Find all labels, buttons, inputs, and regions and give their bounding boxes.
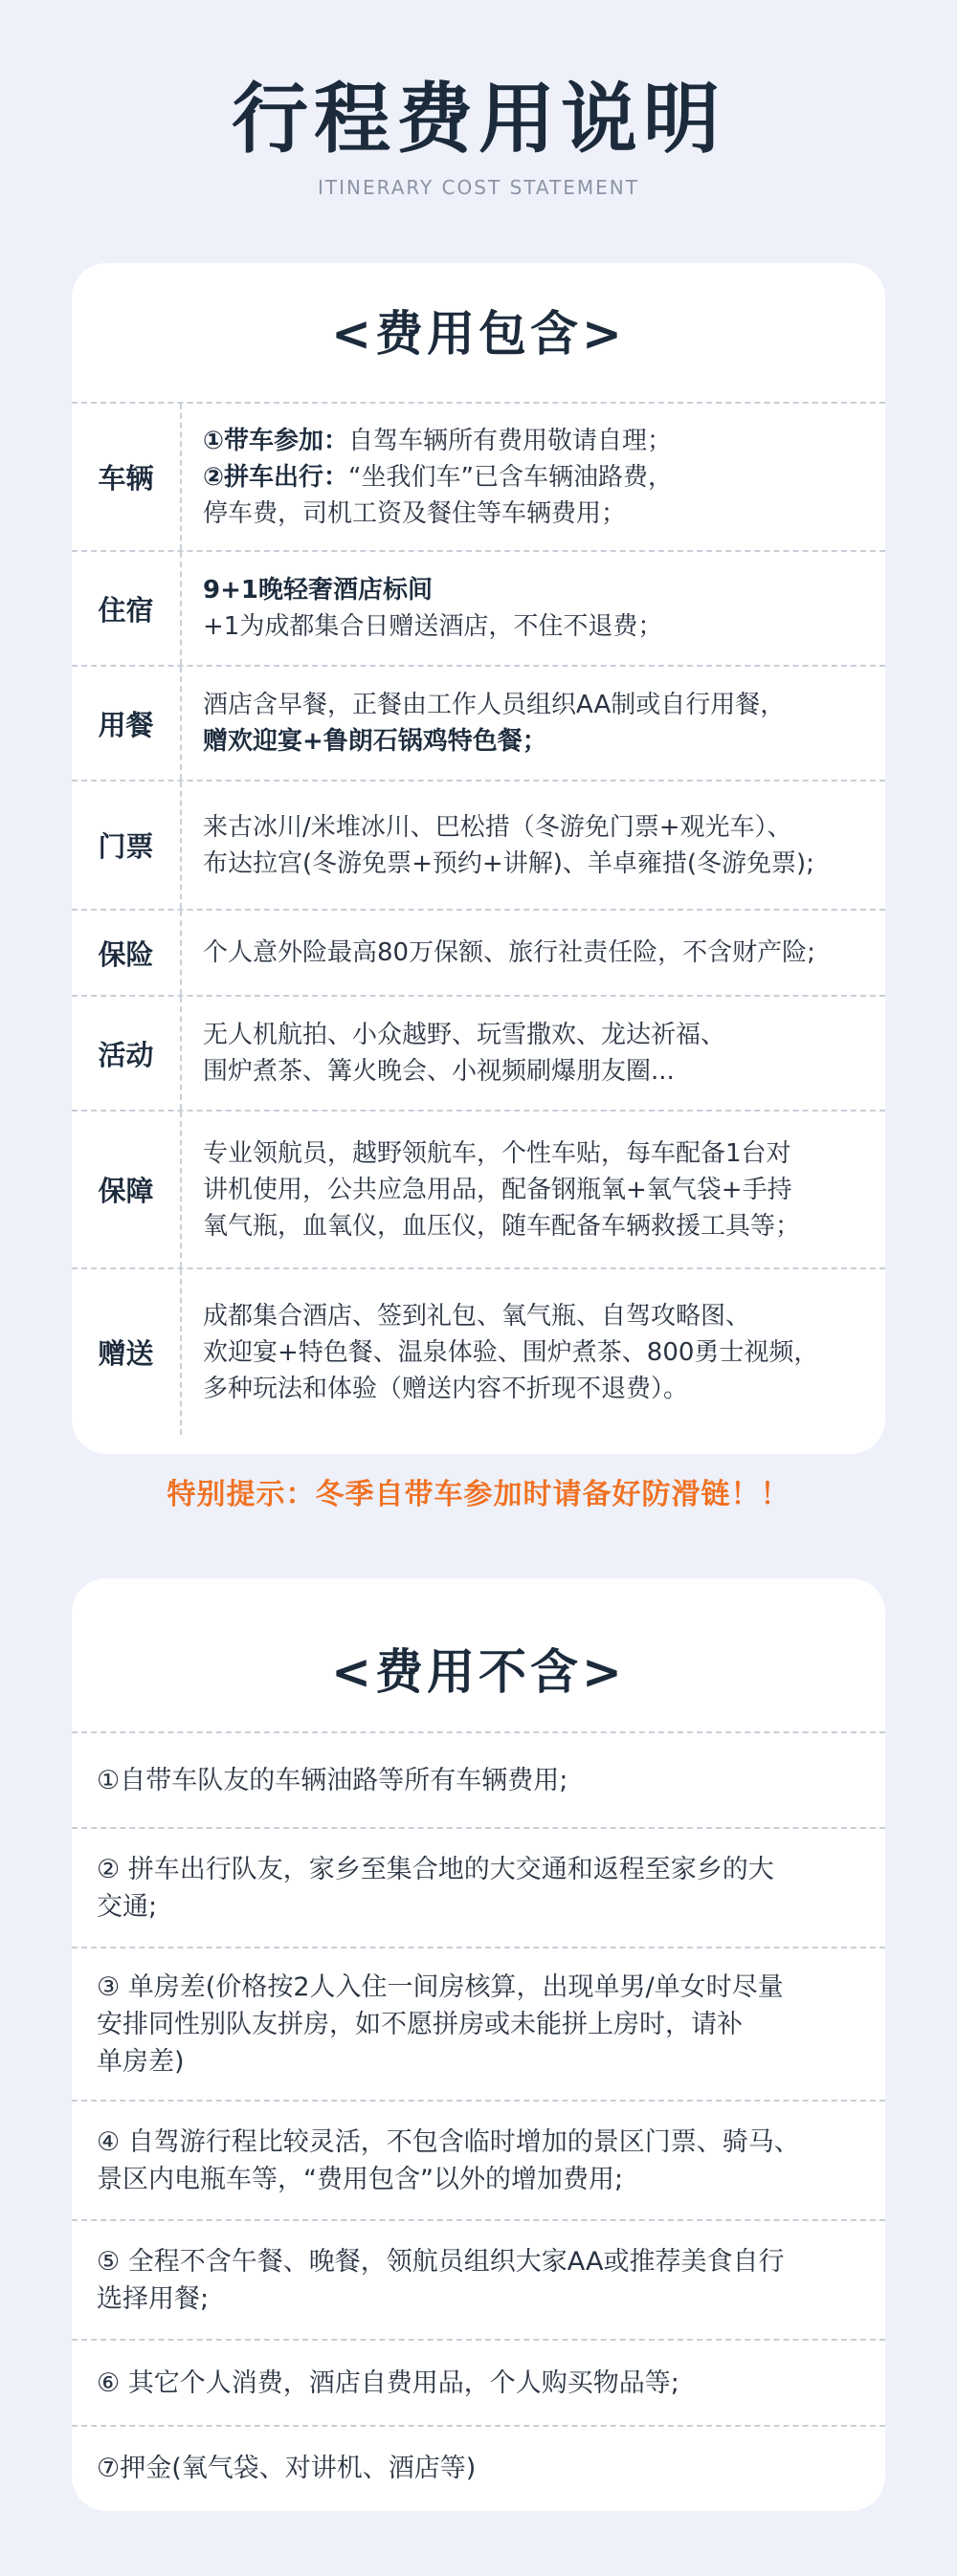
included-row-insurance (72, 909, 885, 995)
included-row-vehicle (72, 402, 885, 550)
text-line: 选择用餐; (97, 2283, 210, 2314)
content-line: 酒店含早餐，正餐由工作人员组织AA制或自行用餐， (203, 691, 786, 719)
included-card (72, 263, 885, 1454)
included-content (182, 552, 885, 665)
included-row-lodging (72, 550, 885, 665)
excluded-item-text (97, 1851, 774, 1926)
excluded-item (72, 1731, 885, 1827)
text-line: 交通; (97, 1891, 158, 1922)
excluded-item-text (97, 1762, 568, 1799)
included-content (182, 1112, 885, 1267)
content-line: 成都集合酒店、签到礼包、氧气瓶、自驾攻略图、 (203, 1301, 751, 1331)
included-category: 活动 (72, 997, 182, 1110)
content-line: 氧气瓶，血氧仪，血压仪，随车配备车辆救援工具等； (203, 1211, 801, 1241)
header (0, 67, 957, 199)
excluded-item (72, 2219, 885, 2339)
text-line: ③ 单房差(价格按2人入住一间房核算，出现单男/单女时尽量 (97, 1971, 784, 2002)
excluded-item (72, 1947, 885, 2100)
included-category: 保障 (72, 1112, 182, 1267)
content-line: 个人意外险最高80万保额、旅行社责任险，不含财产险; (203, 938, 815, 967)
excluded-item (72, 2100, 885, 2219)
included-category: 门票 (72, 782, 182, 909)
content-line: 无人机航拍、小众越野、玩雪撒欢、龙达祈福、 (203, 1021, 726, 1049)
content-line: 布达拉宫(冬游免票+预约+讲解)、羊卓雍措(冬游免票); (203, 848, 814, 878)
page-title: 行程费用说明 (232, 75, 725, 164)
special-tip: 特别提示：冬季自带车参加时请备好防滑链！！ (167, 1478, 790, 1511)
included-content (182, 1269, 885, 1435)
content-line: 来古冰川/米堆冰川、巴松措（冬游免门票+观光车）、 (203, 812, 792, 842)
content-line: +1为成都集合日赠送酒店，不住不退费； (203, 612, 663, 641)
included-row-activities (72, 995, 885, 1110)
excluded-item-text (97, 2243, 784, 2318)
content-line: 讲机使用，公共应急用品，配备钢瓶氧+氧气袋+手持 (203, 1175, 792, 1204)
content-bold: 赠欢迎宴+鲁朗石锅鸡特色餐； (203, 727, 547, 756)
included-row-gifts (72, 1267, 885, 1435)
excluded-card (72, 1578, 885, 2511)
included-category: 保险 (72, 911, 182, 995)
included-category: 用餐 (72, 667, 182, 780)
text-line: ④ 自驾游行程比较灵活，不包含临时增加的景区门票、骑马、 (97, 2126, 800, 2157)
included-category: 车辆 (72, 404, 182, 550)
included-row-meals (72, 665, 885, 780)
text-line: 单房差) (97, 2046, 185, 2077)
included-content (182, 667, 885, 780)
included-category: 赠送 (72, 1269, 182, 1435)
content-bold: 9+1晚轻奢酒店标间 (203, 576, 433, 605)
excluded-title: <费用不含> (331, 1644, 626, 1700)
page-subtitle: ITINERARY COST STATEMENT (318, 176, 639, 199)
content-line: 专业领航员，越野领航车，个性车贴，每车配备1台对 (203, 1138, 791, 1168)
text-line: 景区内电瓶车等，“费用包含”以外的增加费用; (97, 2164, 624, 2194)
content-line: 停车费，司机工资及餐住等车辆费用； (203, 498, 627, 528)
excluded-item-text (97, 1969, 784, 2081)
text-line: ② 拼车出行队友，家乡至集合地的大交通和返程至家乡的大 (97, 1854, 774, 1884)
included-content (182, 997, 885, 1110)
content-bold: ①带车参加： (203, 426, 349, 455)
included-content (182, 404, 885, 550)
content-text: 自驾车辆所有费用敬请自理； (348, 426, 673, 455)
included-content (182, 782, 885, 909)
text-line: ⑦押金(氧气袋、对讲机、酒店等) (97, 2453, 477, 2483)
text-line: ⑥ 其它个人消费，酒店自费用品，个人购买物品等; (97, 2367, 679, 2398)
text-line: 安排同性别队友拼房，如不愿拼房或未能拼上房时，请补 (97, 2009, 743, 2039)
content-line (203, 459, 878, 495)
content-line (203, 723, 878, 760)
content-line: 欢迎宴+特色餐、温泉体验、围炉煮茶、800勇士视频， (203, 1337, 819, 1367)
included-content (182, 911, 885, 995)
included-title: <费用包含> (331, 306, 626, 362)
content-line: 多种玩法和体验（赠送内容不折现不退费）。 (203, 1374, 689, 1403)
content-line (203, 572, 878, 608)
text-line: ①自带车队友的车辆油路等所有车辆费用; (97, 1765, 568, 1795)
excluded-item (72, 1827, 885, 1947)
included-category: 住宿 (72, 552, 182, 665)
content-line (203, 423, 878, 459)
included-row-support (72, 1110, 885, 1267)
excluded-item-text (97, 2450, 476, 2487)
excluded-item-text (97, 2365, 679, 2402)
excluded-item-text (97, 2124, 800, 2198)
included-row-tickets (72, 780, 885, 909)
content-line: 围炉煮茶、篝火晚会、小视频刷爆朋友圈... (203, 1057, 675, 1086)
text-line: ⑤ 全程不含午餐、晚餐，领航员组织大家AA或推荐美食自行 (97, 2246, 785, 2277)
content-text: “坐我们车”已含车辆油路费， (348, 462, 673, 492)
excluded-item (72, 2425, 885, 2509)
content-bold: ②拼车出行： (203, 462, 349, 492)
excluded-item (72, 2339, 885, 2425)
